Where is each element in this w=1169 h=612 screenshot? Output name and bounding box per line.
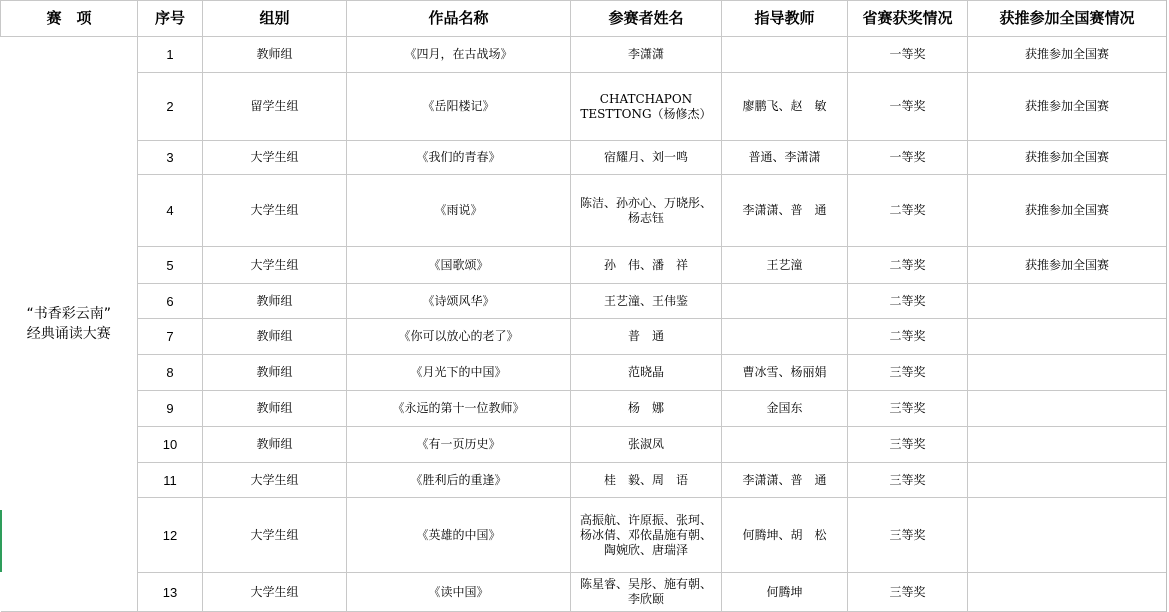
row-group: 大学生组	[203, 573, 347, 612]
event-name-line1: “书香彩云南”	[26, 306, 111, 322]
event-name-line2: 经典诵读大赛	[26, 326, 111, 342]
right-edge-line	[1166, 0, 1167, 612]
table-row	[1, 498, 1167, 573]
row-group: 教师组	[203, 391, 347, 427]
row-title: 《国歌颂》	[347, 247, 571, 284]
header-title: 作品名称	[347, 1, 571, 37]
row-provincial: 三等奖	[848, 427, 968, 463]
row-national: 获推参加全国赛	[968, 73, 1167, 141]
row-provincial: 二等奖	[848, 319, 968, 355]
header-event: 赛 项	[1, 1, 138, 37]
row-no: 8	[138, 355, 203, 391]
table-row	[1, 284, 1167, 319]
row-participants: CHATCHAPON TESTTONG（杨修杰）	[571, 73, 722, 141]
row-title: 《胜利后的重逢》	[347, 463, 571, 498]
row-teacher: 金国东	[722, 391, 848, 427]
row-national	[968, 391, 1167, 427]
row-participants: 陈星睿、吴彤、施有朝、李欣颐	[571, 573, 722, 612]
row-national: 获推参加全国赛	[968, 175, 1167, 247]
row-no: 3	[138, 141, 203, 175]
row-participants: 宿耀月、刘一鸣	[571, 141, 722, 175]
row-provincial: 三等奖	[848, 463, 968, 498]
row-title: 《月光下的中国》	[347, 355, 571, 391]
row-national: 获推参加全国赛	[968, 141, 1167, 175]
row-national: 获推参加全国赛	[968, 37, 1167, 73]
row-participants: 李潇潇	[571, 37, 722, 73]
table-row	[1, 355, 1167, 391]
row-teacher: 李潇潇、普 通	[722, 463, 848, 498]
row-provincial: 一等奖	[848, 141, 968, 175]
row-title: 《岳阳楼记》	[347, 73, 571, 141]
row-group: 教师组	[203, 427, 347, 463]
row-national: 获推参加全国赛	[968, 247, 1167, 284]
row-no: 12	[138, 498, 203, 573]
row-national	[968, 427, 1167, 463]
row-no: 9	[138, 391, 203, 427]
table-row	[1, 175, 1167, 247]
row-title: 《雨说》	[347, 175, 571, 247]
row-group: 大学生组	[203, 175, 347, 247]
row-provincial: 二等奖	[848, 284, 968, 319]
row-group: 大学生组	[203, 463, 347, 498]
row-national	[968, 319, 1167, 355]
row-title: 《你可以放心的老了》	[347, 319, 571, 355]
row-provincial: 三等奖	[848, 355, 968, 391]
row-title: 《永远的第十一位教师》	[347, 391, 571, 427]
table-row	[1, 391, 1167, 427]
row-participants: 陈洁、孙亦心、万晓彤、杨志钰	[571, 175, 722, 247]
row-title: 《四月，在古战场》	[347, 37, 571, 73]
row-national	[968, 498, 1167, 573]
row-participants: 张淑凤	[571, 427, 722, 463]
row-teacher	[722, 284, 848, 319]
table-row	[1, 247, 1167, 284]
row-group: 大学生组	[203, 141, 347, 175]
row-group: 大学生组	[203, 247, 347, 284]
row-provincial: 三等奖	[848, 391, 968, 427]
row-teacher: 何腾坤	[722, 573, 848, 612]
header-provincial: 省赛获奖情况	[848, 1, 968, 37]
row-no: 6	[138, 284, 203, 319]
row-teacher: 王艺潼	[722, 247, 848, 284]
row-participants: 桂 毅、周 语	[571, 463, 722, 498]
row-no: 13	[138, 573, 203, 612]
row-participants: 杨 娜	[571, 391, 722, 427]
row-no: 11	[138, 463, 203, 498]
row-provincial: 一等奖	[848, 37, 968, 73]
table-row	[1, 427, 1167, 463]
table-row	[1, 37, 1167, 73]
row-no: 4	[138, 175, 203, 247]
row-teacher: 何腾坤、胡 松	[722, 498, 848, 573]
row-participants: 范晓晶	[571, 355, 722, 391]
header-row	[1, 1, 1167, 37]
row-title: 《有一页历史》	[347, 427, 571, 463]
header-participants: 参赛者姓名	[571, 1, 722, 37]
row-teacher: 曹冰雪、杨丽娟	[722, 355, 848, 391]
row-provincial: 一等奖	[848, 73, 968, 141]
row-national	[968, 355, 1167, 391]
header-national: 获推参加全国赛情况	[968, 1, 1167, 37]
table-row	[1, 141, 1167, 175]
row-participants: 高振航、许原振、张珂、杨冰倩、邓依晶施有朝、陶婉欣、唐瑞泽	[571, 498, 722, 573]
row-group: 教师组	[203, 284, 347, 319]
row-national	[968, 573, 1167, 612]
row-participants: 王艺潼、王伟鉴	[571, 284, 722, 319]
row-group: 教师组	[203, 37, 347, 73]
row-national	[968, 463, 1167, 498]
header-no: 序号	[138, 1, 203, 37]
row-no: 7	[138, 319, 203, 355]
row-group: 教师组	[203, 319, 347, 355]
row-title: 《诗颂风华》	[347, 284, 571, 319]
table-row	[1, 319, 1167, 355]
row-group: 大学生组	[203, 498, 347, 573]
row-group: 教师组	[203, 355, 347, 391]
table-row	[1, 463, 1167, 498]
table-row	[1, 573, 1167, 612]
left-edge-marker	[0, 510, 2, 572]
row-no: 10	[138, 427, 203, 463]
row-no: 5	[138, 247, 203, 284]
header-teacher: 指导教师	[722, 1, 848, 37]
row-title: 《我们的青春》	[347, 141, 571, 175]
row-participants: 孙 伟、潘 祥	[571, 247, 722, 284]
row-no: 2	[138, 73, 203, 141]
row-teacher	[722, 319, 848, 355]
row-teacher	[722, 427, 848, 463]
row-title: 《读中国》	[347, 573, 571, 612]
table-row	[1, 73, 1167, 141]
row-provincial: 二等奖	[848, 175, 968, 247]
row-provincial: 二等奖	[848, 247, 968, 284]
row-teacher: 普通、李潇潇	[722, 141, 848, 175]
row-title: 《英雄的中国》	[347, 498, 571, 573]
row-teacher	[722, 37, 848, 73]
row-provincial: 三等奖	[848, 498, 968, 573]
row-teacher: 李潇潇、普 通	[722, 175, 848, 247]
header-group: 组别	[203, 1, 347, 37]
row-group: 留学生组	[203, 73, 347, 141]
row-no: 1	[138, 37, 203, 73]
row-national	[968, 284, 1167, 319]
row-participants: 普 通	[571, 319, 722, 355]
event-name-cell	[1, 37, 138, 612]
row-teacher: 廖鹏飞、赵 敏	[722, 73, 848, 141]
row-provincial: 三等奖	[848, 573, 968, 612]
